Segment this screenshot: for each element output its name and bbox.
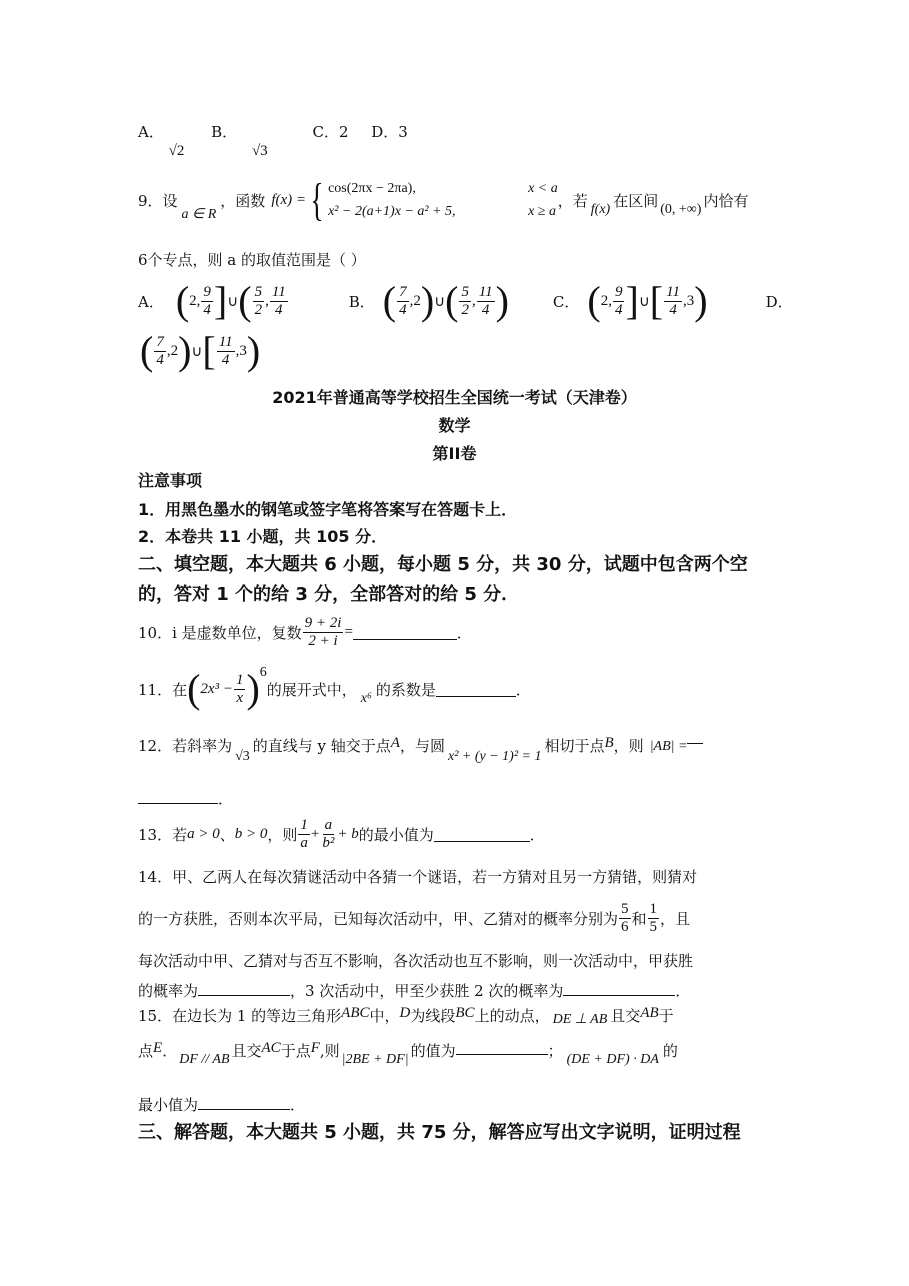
q15-mid7: 于点 <box>280 1042 311 1060</box>
q15-semi: ； <box>547 1042 563 1060</box>
q9-fx: f(x) = <box>271 191 306 208</box>
q15-ab: AB <box>640 1005 659 1021</box>
q15-bc: BC <box>455 1005 475 1021</box>
q9-option-a-label: A． <box>138 292 164 311</box>
q9-option-c: ( 2, $\frac{9}{4}$ ] ∪ [ $\frac{11}{4}$ ,3 ) <box>587 278 708 323</box>
q9-options-row <box>138 278 793 324</box>
q12-line2 <box>138 788 233 809</box>
q14-line4-mid: ，3 次活动中，甲至少获胜 2 次的概率为 <box>290 982 564 1000</box>
q13-den2: b² <box>322 834 335 851</box>
q13-num1: 1 <box>300 817 308 833</box>
q12-mid3: 相切于点 <box>544 737 605 755</box>
q11: 11．在 ( 2x³ − $\frac{1}{x}$ ) 6 的展开式中， x⁶ 的系数是 ． <box>138 665 531 711</box>
q15-dot: ． <box>162 1042 178 1060</box>
q13-num2: a <box>324 817 333 833</box>
q12-prefix: 12．若斜率为 <box>138 737 233 755</box>
q15-line2 <box>138 1040 678 1076</box>
q11-x6: x⁶ <box>360 691 372 706</box>
q11-coef: 的系数是 <box>375 680 436 699</box>
q15-line2-prefix: 点 <box>138 1042 154 1060</box>
q14-line2 <box>138 898 690 938</box>
q8-option-d: D．3 <box>371 123 408 141</box>
q14-end: ． <box>675 982 691 1000</box>
q15-mid3: 上的动点， <box>474 1007 550 1025</box>
q12-b: B <box>604 735 614 751</box>
q11-end: ． <box>515 680 531 699</box>
q8-options <box>138 121 408 159</box>
q15-tail: 的 <box>662 1042 678 1060</box>
q15-line3-prefix: 最小值为 <box>138 1096 199 1114</box>
q9-brace: { <box>310 174 324 225</box>
q14-line2-prefix: 的一方获胜，否则本次平局，已知每次活动中，甲、乙猜对的概率分别为 <box>138 909 619 928</box>
q15-end: ． <box>290 1096 306 1114</box>
q12-mid1: 的直线与 y 轴交于点 <box>252 737 391 755</box>
q14-f1-den: 6 <box>621 918 629 935</box>
q14-line1: 14．甲、乙两人在每次猜谜活动中各猜一个谜语，若一方猜对且另一方猜错，则猜对 <box>138 868 698 886</box>
q15-line3 <box>138 1094 305 1115</box>
q11-power: 6 <box>259 665 267 680</box>
q9-comma-fn: ，函数 <box>220 191 266 210</box>
q15-expr1: |2BE + DF| <box>341 1052 409 1067</box>
q10-eq: = <box>344 623 353 640</box>
q11-fraction <box>234 672 246 706</box>
notes-item-1: 1．用黑色墨水的钢笔或签字笔将答案写在答题卡上． <box>138 500 518 519</box>
q11-num: 1 <box>235 672 244 688</box>
q14-f2-den: 5 <box>649 918 658 935</box>
q12-end: ． <box>218 790 234 808</box>
q9-option-b-label: B． <box>348 292 375 311</box>
q15-perp: DE ⊥ AB <box>552 1012 608 1027</box>
q11-blank[interactable] <box>436 682 516 697</box>
q8-option-b-label: B． <box>211 123 238 141</box>
q8-option-c: C．2 <box>312 123 349 141</box>
q14-line4-prefix: 的概率为 <box>138 982 199 1000</box>
q13-sep: 、 <box>219 825 235 844</box>
q15-mid1: 中， <box>369 1007 400 1025</box>
q12-ab: |AB| = <box>649 739 688 754</box>
q15-expr2: (DE + DF) · DA <box>566 1052 659 1067</box>
q10-prefix: 10．i 是虚数单位，复数 <box>138 623 302 642</box>
q13-tail: 的最小值为 <box>358 825 434 844</box>
q15-blank-1[interactable] <box>456 1040 548 1055</box>
q13-plus-b: + b <box>337 825 359 842</box>
q9-line2: 6个专点，则 a 的取值范围是（ ） <box>138 251 366 269</box>
q14-f1-num: 5 <box>621 901 629 917</box>
q12-sqrt3: √3 <box>235 749 250 764</box>
q10-blank[interactable] <box>353 625 457 640</box>
q12-line1 <box>138 735 703 765</box>
q11-mid: 的展开式中， <box>266 680 357 699</box>
q13-blank[interactable] <box>434 827 530 842</box>
q8-option-a-value: √2 <box>168 143 185 159</box>
q13-frac1 <box>298 817 310 851</box>
q15-line1 <box>138 1005 674 1035</box>
q15-abc: ABC <box>341 1005 370 1021</box>
q15-mid4: 且交 <box>610 1007 641 1025</box>
q15-ac: AC <box>261 1040 281 1056</box>
q9-option-c-label: C． <box>552 292 580 311</box>
q9-case2: x² − 2(a+1)x − a² + 5, <box>328 204 456 219</box>
q13-a-pos: a > 0 <box>187 825 220 842</box>
q15-d: D <box>399 1005 411 1021</box>
q9-option-d: ( $\frac{7}{4}$ ,2 ) ∪ [ $\frac{11}{4}$ ,3 ) <box>140 328 261 373</box>
section2-line1: 二、填空题，本大题共 6 小题，每小题 5 分，共 30 分，试题中包含两个空 <box>138 554 748 575</box>
exam-subject: 数学 <box>438 416 471 435</box>
q15-mid9: 的值为 <box>410 1042 456 1060</box>
q9-a-in-r: a ∈ R <box>181 206 217 222</box>
q12-circle: x² + (y − 1)² = 1 <box>447 749 542 764</box>
q9-prefix: 9．设 <box>138 191 178 210</box>
q9-has-exactly: 内恰有 <box>703 191 749 210</box>
q13-frac2 <box>320 817 336 851</box>
q15-mid8: ,则 <box>319 1042 340 1060</box>
notes-item-2: 2．本卷共 11 小题，共 105 分． <box>138 527 388 546</box>
q15-line1-prefix: 15．在边长为 1 的等边三角形 <box>138 1007 342 1025</box>
q10-num: 9 + 2i <box>304 615 342 631</box>
q8-option-a-label: A． <box>138 123 164 141</box>
q11-den: x <box>236 689 244 706</box>
q15-mid2: 为线段 <box>410 1007 456 1025</box>
q9-fx2: f(x) <box>590 202 611 217</box>
q11-prefix: 11．在 <box>138 680 188 699</box>
q13-end: ． <box>529 825 545 844</box>
q9-case2-cond: x ≥ a <box>528 204 556 219</box>
q9-option-d-label: D． <box>765 292 793 311</box>
q14-f2-num: 1 <box>649 901 658 917</box>
q9-option-a: ( 2, $\frac{9}{4}$ ] ∪ ( $\frac{5}{2}$ , $\frac{11}{4}$ <box>175 278 286 323</box>
q15-e: E <box>153 1040 163 1056</box>
q15-blank-2[interactable] <box>198 1095 290 1110</box>
q14-blank-2[interactable] <box>563 981 675 996</box>
q10-fraction <box>303 615 344 649</box>
q14-frac2 <box>648 901 660 935</box>
section2-line2: 的，答对 1 个的给 3 分，全部答对的给 5 分． <box>138 584 520 605</box>
q9-option-b: ( $\frac{7}{4}$ ,2 ) ∪ ( $\frac{5}{2}$ , $\frac{11}{4}$ ) <box>382 278 509 323</box>
q11-term: 2x³ − <box>200 680 233 697</box>
exam-volume: 第II卷 <box>432 444 477 463</box>
q13 <box>138 812 545 856</box>
q13-prefix: 13．若 <box>138 825 188 844</box>
q14-line3: 每次活动中甲、乙猜对与否互不影响，各次活动也互不影响，则一次活动中，甲获胜 <box>138 952 694 970</box>
q10-den: 2 + i <box>308 632 338 649</box>
section3-line1: 三、解答题，本大题共 5 小题，共 75 分，解答应写出文字说明，证明过程 <box>138 1122 741 1143</box>
q9-if: ，若 <box>557 191 588 210</box>
notes-title: 注意事项 <box>138 471 203 490</box>
q15-mid6: 且交 <box>231 1042 262 1060</box>
q9-line1 <box>138 172 748 228</box>
q9-interval: (0, +∞) <box>660 202 702 217</box>
q8-option-b-value: √3 <box>251 143 268 159</box>
q9-piecewise <box>328 177 558 223</box>
q15-parallel: DF // AB <box>179 1052 230 1067</box>
q13-b-pos: b > 0 <box>234 825 268 842</box>
q9-case1-cond: x < a <box>528 181 558 196</box>
q12-blank-start <box>687 735 703 744</box>
q13-then: ，则 <box>267 825 298 844</box>
q10-end: ． <box>456 623 472 642</box>
q12-mid2: ，与圆 <box>399 737 445 755</box>
q10 <box>138 610 472 654</box>
q14-and: 和 <box>631 909 647 928</box>
q12-blank[interactable] <box>138 789 218 804</box>
q12-mid4: ，则 <box>613 737 644 755</box>
q14-line4 <box>138 980 690 1001</box>
q14-line2-end: ，且 <box>660 909 691 928</box>
q14-frac1 <box>619 901 631 935</box>
q13-den1: a <box>300 834 308 851</box>
q15-f: F <box>310 1040 320 1056</box>
q12-a: A <box>390 735 400 751</box>
q9-case1: cos(2πx − 2πa), <box>328 181 416 196</box>
exam-title: 2021年普通高等学校招生全国统一考试（天津卷） <box>272 388 637 407</box>
q13-plus1: + <box>310 825 320 842</box>
q9-in-interval: 在区间 <box>613 191 659 210</box>
q14-blank-1[interactable] <box>198 981 290 996</box>
q15-mid5: 于 <box>658 1007 674 1025</box>
